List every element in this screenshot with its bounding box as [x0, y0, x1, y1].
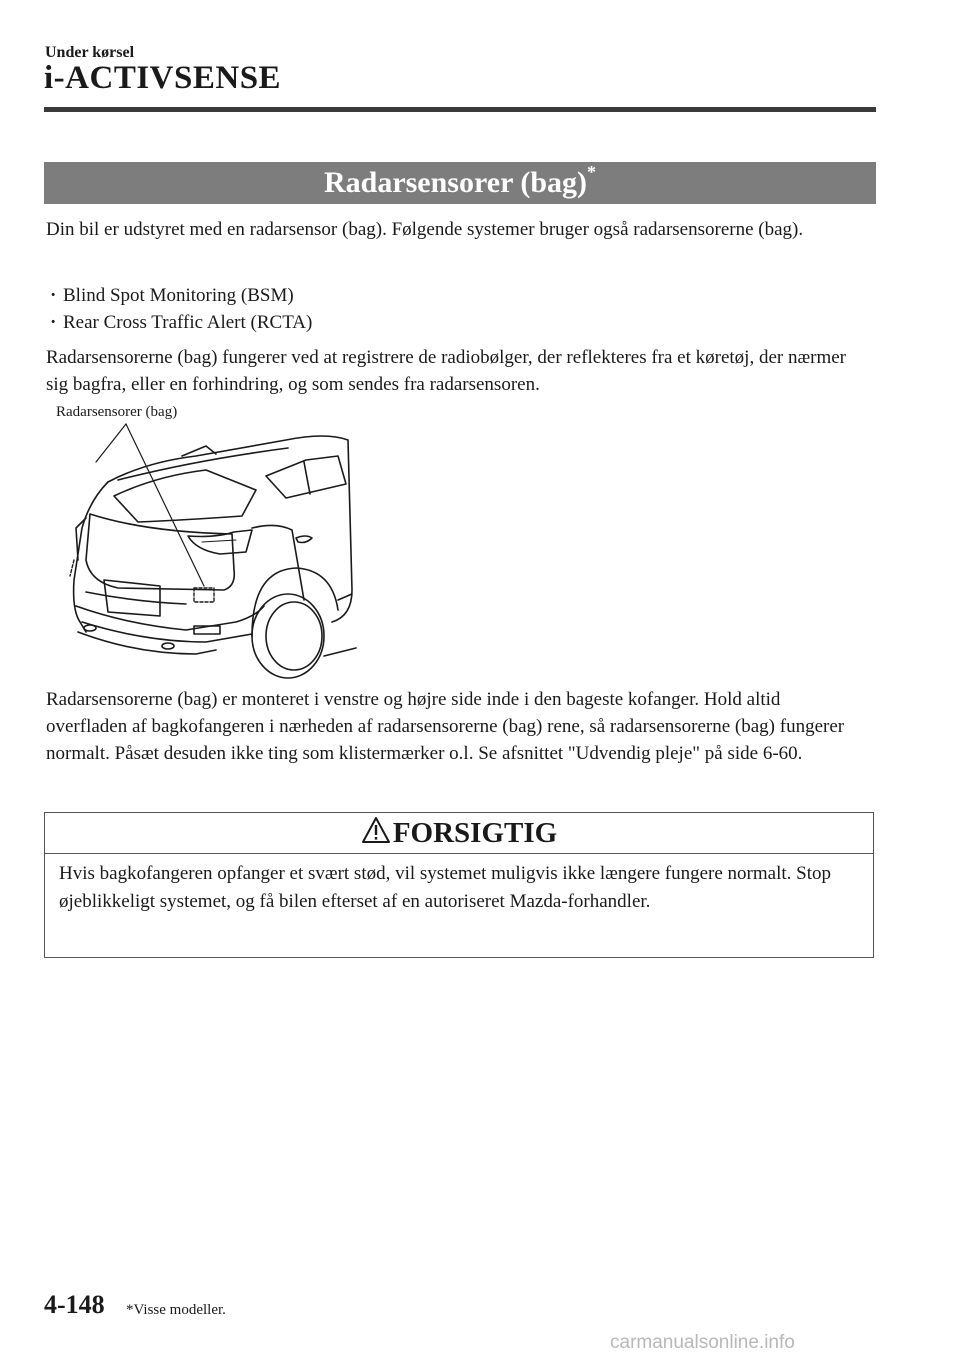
- warning-icon: [361, 816, 391, 844]
- diagram-label: Radarsensorer (bag): [56, 404, 178, 420]
- footnote: *Visse modeller.: [126, 1302, 226, 1318]
- description-paragraph: Radarsensorerne (bag) fungerer ved at registrere de radiobølger, der reflekteres fra et køretøj, der nærmer sig bagfra, eller en forhindring, og som sendes fra radarsensoren.: [46, 347, 847, 395]
- caution-box: [44, 812, 874, 958]
- caution-text: Hvis bagkofangeren opfanger et svært stød, vil systemet muligvis ikke længere fungere normalt. Stop øjeblikkeligt systemet, og få bilen efterset af en autoriseret Mazda-forhandler.: [59, 863, 831, 912]
- car-rear-illustration: [56, 410, 366, 680]
- watermark: carmanualsonline.info: [610, 1332, 795, 1353]
- list-item: · Blind Spot Monitoring (BSM): [46, 282, 312, 309]
- caution-title: FORSIGTIG: [392, 817, 558, 849]
- chapter-title: i-ACTIVSENSE: [44, 60, 282, 96]
- intro-paragraph: Din bil er udstyret med en radarsensor (bag). Følgende systemer bruger også radarsensorerne (bag).: [46, 219, 804, 240]
- caution-header: [45, 813, 873, 854]
- section-title: Radarsensorer (bag): [323, 166, 588, 199]
- section-label: Under kørsel: [45, 44, 135, 61]
- header-divider: [44, 107, 876, 112]
- system-list: [46, 282, 312, 336]
- section-title-bar: [44, 162, 876, 204]
- page-number: 4-148: [44, 1290, 105, 1319]
- footnote-mark: *: [587, 162, 597, 182]
- list-item: · Rear Cross Traffic Alert (RCTA): [46, 309, 312, 336]
- mounting-paragraph: Radarsensorerne (bag) er monteret i venstre og højre side inde i den bageste kofanger. Hold altid overfladen af bagkofangeren i nærheden af radarsensorerne (bag) rene, så radarsensorerne (bag) fungerer normalt. Påsæt desuden ikke ting som klistermærker o.l. Se afsnittet "Udvendig pleje" på side 6-60.: [46, 689, 845, 764]
